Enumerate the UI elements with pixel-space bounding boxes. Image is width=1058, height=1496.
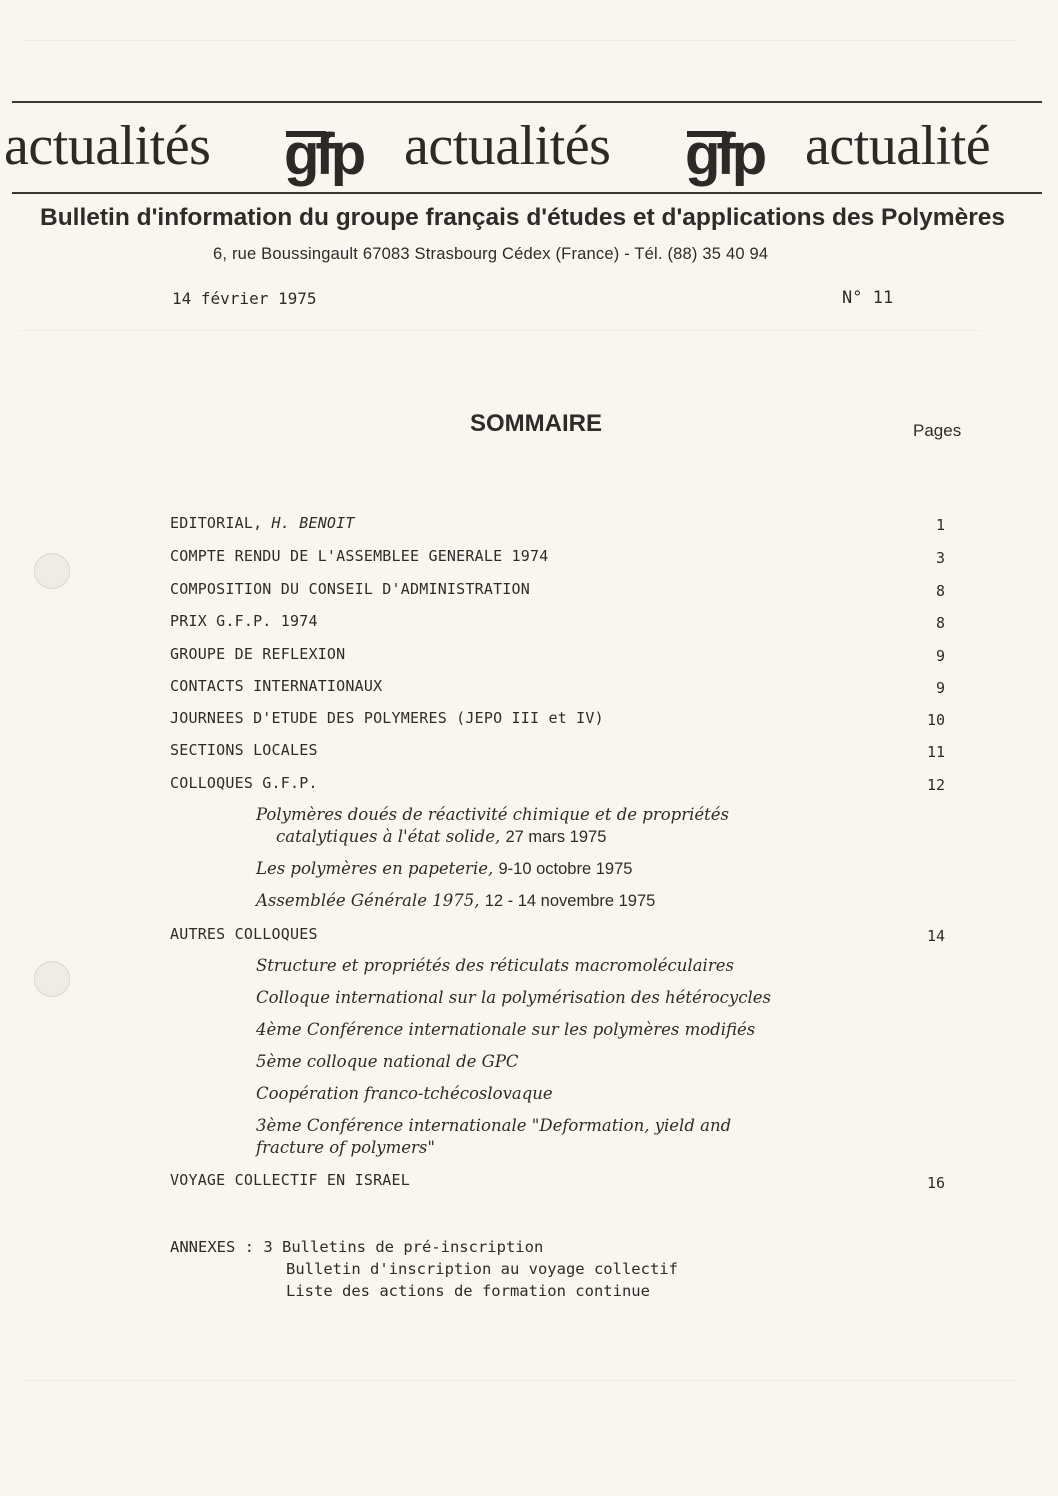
toc-entry-author: H. BENOIT: [271, 514, 355, 532]
paper-texture: [20, 1380, 1020, 1381]
colloque-item-date: 9-10 octobre 1975: [498, 860, 633, 878]
summary-title: SOMMAIRE: [470, 410, 602, 437]
paper-texture: [20, 40, 1020, 41]
address-line: 6, rue Boussingault 67083 Strasbourg Cédex (France) - Tél. (88) 35 40 94: [213, 245, 769, 263]
gfp-logo: gfp: [685, 122, 764, 187]
toc-entry-title: VOYAGE COLLECTIF EN ISRAEL: [170, 1171, 410, 1189]
annexes-label: ANNEXES :: [170, 1238, 254, 1256]
masthead: [0, 104, 1058, 192]
toc-entry-title: AUTRES COLLOQUES: [170, 925, 318, 943]
toc-entry-title: GROUPE DE REFLEXION: [170, 645, 346, 663]
masthead-rule-top: [12, 101, 1042, 103]
masthead-word: actualités: [404, 115, 611, 177]
masthead-word: actualité: [805, 115, 991, 177]
toc-entry-editorial: [170, 514, 355, 532]
colloque-item: [256, 859, 632, 879]
colloque-item: Coopération franco-tchécoslovaque: [256, 1084, 553, 1103]
toc-entry-title: COLLOQUES G.F.P.: [170, 774, 318, 792]
toc-page-number: 14: [926, 927, 945, 945]
issue-number: N° 11: [842, 288, 894, 308]
colloque-item-title: catalytiques à l'état solide,: [276, 827, 501, 846]
toc-entry-title: EDITORIAL,: [170, 514, 263, 532]
pages-column-header: Pages: [913, 421, 962, 440]
toc-entry-title: COMPTE RENDU DE L'ASSEMBLEE GENERALE 1974: [170, 547, 549, 565]
colloque-item: Polymères doués de réactivité chimique et de propriétés: [256, 805, 730, 824]
colloque-item-date: 12 - 14 novembre 1975: [484, 892, 656, 910]
toc-entry-title: PRIX G.F.P. 1974: [170, 612, 318, 630]
toc-page-number: 10: [926, 711, 945, 729]
bulletin-subtitle: Bulletin d'information du groupe français d'études et d'applications des Polymères: [40, 204, 1005, 231]
annex-item: Liste des actions de formation continue: [286, 1282, 650, 1300]
colloque-item: [276, 827, 606, 847]
toc-page-number: 11: [926, 743, 945, 761]
colloque-item-title: Assemblée Générale 1975,: [256, 891, 480, 910]
toc-page-number: 8: [935, 582, 945, 600]
toc-entry-title: JOURNEES D'ETUDE DES POLYMERES (JEPO III et IV): [170, 709, 604, 727]
annex-item: 3 Bulletins de pré-inscription: [263, 1238, 544, 1256]
toc-page-number: 16: [926, 1174, 945, 1192]
colloque-item: fracture of polymers": [256, 1138, 435, 1157]
toc-page-number: 9: [935, 679, 945, 697]
toc-entry-title: CONTACTS INTERNATIONAUX: [170, 677, 383, 695]
colloque-item-date: 27 mars 1975: [505, 828, 607, 846]
annex-item: Bulletin d'inscription au voyage collectif: [286, 1260, 678, 1278]
colloque-item: [256, 891, 655, 911]
masthead-word: actualités: [4, 115, 211, 177]
toc-entry-title: COMPOSITION DU CONSEIL D'ADMINISTRATION: [170, 580, 530, 598]
toc-entry-title: SECTIONS LOCALES: [170, 741, 318, 759]
paper-texture: [20, 330, 980, 331]
colloque-item: Colloque international sur la polymérisation des hétérocycles: [256, 988, 771, 1007]
annex-line: [170, 1236, 678, 1258]
toc-page-number: 12: [926, 776, 945, 794]
masthead-rule-bottom: [12, 192, 1042, 194]
colloque-item-title: Les polymères en papeterie,: [256, 859, 494, 878]
gfp-logo: gfp: [284, 122, 363, 187]
annexes-block: [170, 1236, 678, 1302]
colloque-item: 3ème Conférence internationale "Deformation, yield and: [256, 1116, 732, 1135]
toc-page-number: 3: [935, 549, 945, 567]
punch-hole: [34, 961, 70, 997]
toc-page-number: 8: [935, 614, 945, 632]
toc-page-number: 9: [935, 647, 945, 665]
colloque-item: Structure et propriétés des réticulats macromoléculaires: [256, 956, 734, 975]
issue-date: 14 février 1975: [172, 289, 317, 308]
punch-hole: [34, 553, 70, 589]
colloque-item: 4ème Conférence internationale sur les polymères modifiés: [256, 1020, 756, 1039]
colloque-item: 5ème colloque national de GPC: [256, 1052, 519, 1071]
toc-page-number: 1: [935, 516, 945, 534]
